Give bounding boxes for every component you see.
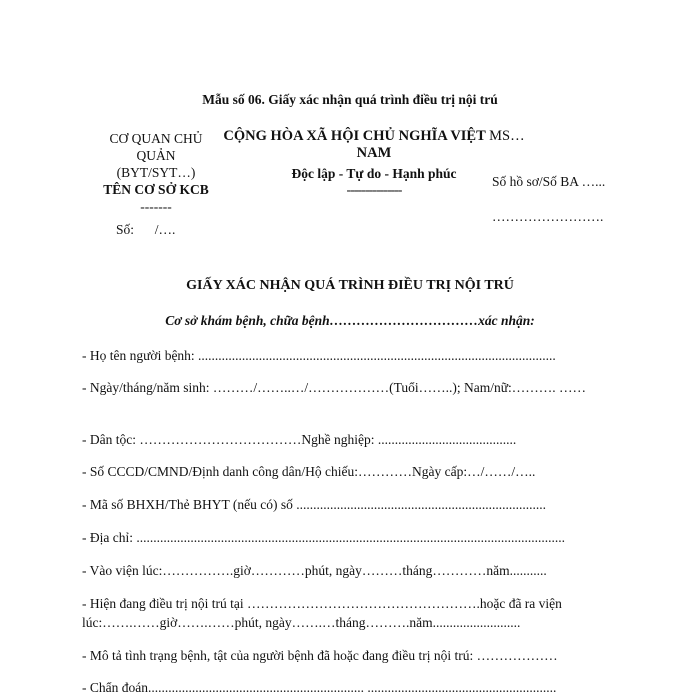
field-patient-name: - Họ tên người bệnh: .......................................................................................................... [82,348,556,363]
field-diagnosis: - Chẩn đoán................................................................ ........................................................ [82,680,557,695]
agency-line-1: CƠ QUAN CHỦ [109,131,203,146]
ms-label: MS… [489,128,525,144]
facility-rule: ------- [140,199,172,214]
field-address: - Địa chỉ: ............................................................................................................................... [82,530,565,545]
field-date-of-birth: - Ngày/tháng/năm sinh: ………/……..…/………………(Tuổi……..); Nam/nữ:………. …… [82,380,587,395]
record-number-blank: ……………………. [492,209,604,224]
national-name-text: CỘNG HÒA XÃ HỘI CHỦ NGHĨA VIỆT [223,128,486,144]
form-number-title: Mẫu số 06. Giấy xác nhận quá trình điều trị nội trú [202,92,498,107]
national-header [216,128,532,199]
field-insurance: - Mã số BHXH/Thẻ BHYT (nếu có) số .......................................................................... [82,497,546,512]
record-number-label: Số hồ sơ/Số BA …... [492,174,606,189]
document-number-value: /…. [154,222,176,237]
record-number-block [492,164,632,234]
field-id-card: - Số CCCD/CMND/Định danh công dân/Hộ chiếu:…………Ngày cấp:…/……/….. [82,464,536,479]
field-condition-description: - Mô tả tình trạng bệnh, tật của người bệnh đã hoặc đang điều trị nội trú: ……………… [82,648,558,663]
document-number [116,222,175,238]
agency-header [86,130,226,215]
document-subtitle: Cơ sở khám bệnh, chữa bệnh……………………………xác nhận: [165,313,535,328]
agency-line-2: QUẢN [136,148,176,163]
field-admission-time: - Vào viện lúc:…………….giờ…………phút, ngày………tháng…………năm........... [82,563,547,578]
motto-rule: --------------- [346,183,402,198]
facility-name: TÊN CƠ SỞ KCB [103,182,209,197]
document-number-label: Số: [116,222,135,237]
field-treatment-place: - Hiện đang điều trị nội trú tại …………………………………………….hoặc đã ra viện lúc:…….……giờ…….……phút, ngày…….…tháng……….năm.......................... [82,596,562,630]
agency-line-3: (BYT/SYT…) [116,165,196,180]
national-name-line-1 [216,128,532,145]
document-title: GIẤY XÁC NHẬN QUÁ TRÌNH ĐIỀU TRỊ NỘI TRÚ [186,278,514,293]
national-name-line-2: NAM [356,145,392,161]
field-ethnicity-occupation: - Dân tộc: ………………………………Nghề nghiệp: ......................................... [82,432,517,447]
national-motto: Độc lập - Tự do - Hạnh phúc [291,166,457,181]
